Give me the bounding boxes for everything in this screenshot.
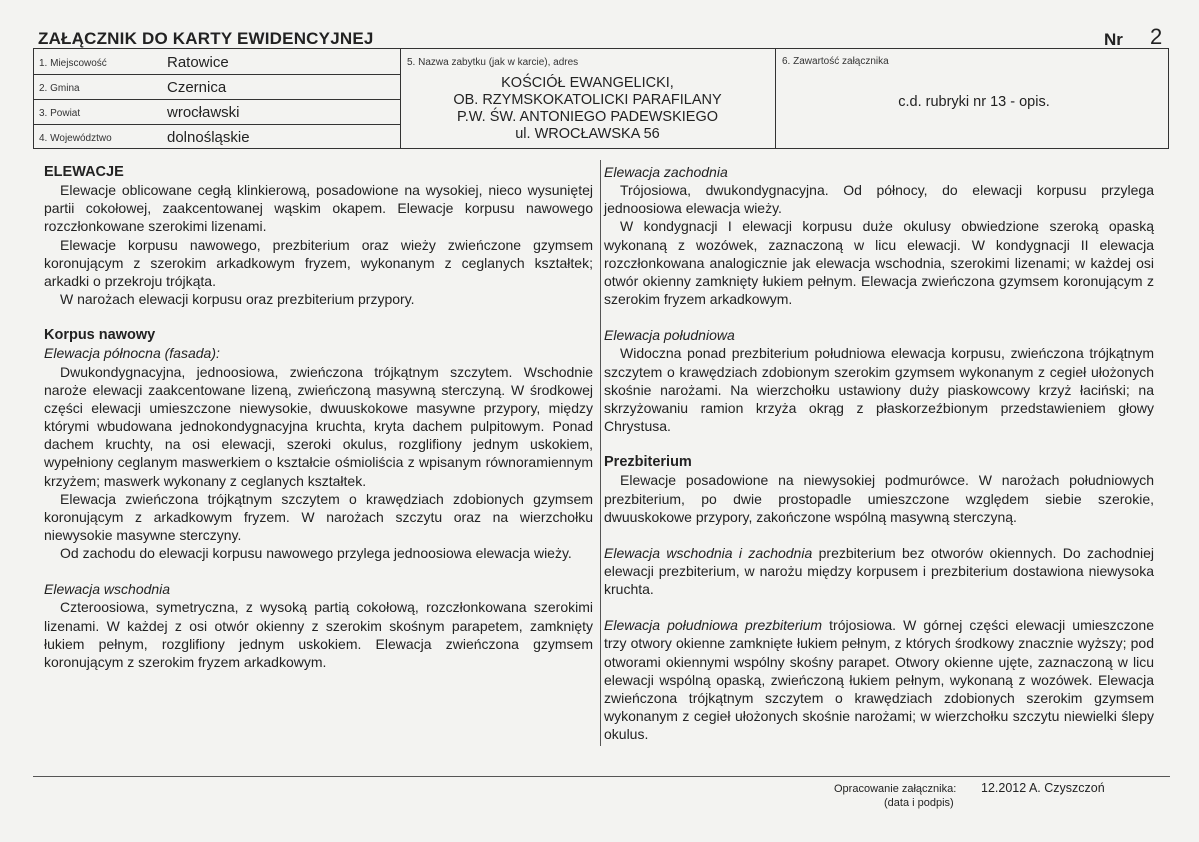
field-value-gmina: Czernica xyxy=(167,79,227,96)
paragraph xyxy=(604,544,1154,598)
paragraph: Czteroosiowa, symetryczna, z wysoką partią cokołową, rozczłonkowana szerokimi lizenami. W każdej z osi otwór okienny z szerokim skośnym parapetem, zamknięty łukiem pełnym, rozglifiony jednym uskokiem. Elewacja zwieńczona gzymsem koronującym z szerokim fryzem arkadkowym. xyxy=(44,599,593,670)
paragraph: Widoczna ponad prezbiterium południowa elewacja korpusu, zwieńczona trójkątnym szczytem o krawędziach zdobionym szerokim gzymsem wykonanym z cegieł ułożonych skośnie narożami. Na wierzchołku ustawiony duży piaskowcowy krzyż łaciński; na skrzyżowaniu ramion krzyża okrąg z płaskorzeźbionym przedstawieniem głowy Chrystusa. xyxy=(604,345,1154,435)
row-divider xyxy=(34,99,400,100)
subsection-title: Elewacja południowa xyxy=(604,327,735,344)
field-value-powiat: wrocławski xyxy=(167,104,240,121)
header-divider xyxy=(775,49,776,148)
paragraph: Trójosiowa, dwukondygnacyjna. Od północy, do elewacji korpusu przylega jednoosiowa elewacja wieży. xyxy=(604,182,1154,217)
paragraph xyxy=(604,616,1154,743)
paragraph: Elewacje posadowione na niewysokiej podmurówce. W narożach południowych prezbiterium, po dwie prostopadle umieszczone względem siebie szerokie, dwuuskokowe przypory, zakończone wspólną masywną sterczyną. xyxy=(604,472,1154,525)
footer-signature: 12.2012 A. Czyszczoń xyxy=(981,781,1105,795)
subsection-title: Elewacja południowa prezbiterium xyxy=(604,617,823,634)
attachment-label: 6. Zawartość załącznika xyxy=(782,56,889,67)
header-divider xyxy=(400,49,401,148)
column-divider xyxy=(600,160,601,746)
monument-label: 5. Nazwa zabytku (jak w karcie), adres xyxy=(407,57,579,68)
paragraph: Elewacje korpusu nawowego, prezbiterium oraz wieży zwieńczone gzymsem koronującym z szerokim arkadkowym fryzem, wykonanym z ceglanych kształtek; arkadki o przekroju trójkąta. xyxy=(44,236,593,289)
field-label-gmina: 2. Gmina xyxy=(39,83,80,94)
monument-line: ul. WROCŁAWSKA 56 xyxy=(515,126,660,142)
paragraph: Od zachodu do elewacji korpusu nawowego przylega jednoosiowa elewacja wieży. xyxy=(60,545,572,562)
footer-sublabel: (data i podpis) xyxy=(884,797,954,809)
footer-label: Opracowanie załącznika: xyxy=(834,783,957,795)
number-value: 2 xyxy=(1150,24,1163,49)
footer-rule xyxy=(33,776,1170,777)
row-divider xyxy=(34,124,400,125)
field-value-wojewodztwo: dolnośląskie xyxy=(167,129,250,146)
field-label-wojewodztwo: 4. Województwo xyxy=(39,133,112,144)
left-column xyxy=(44,163,593,671)
subsection-title: Elewacja zachodnia xyxy=(604,164,728,180)
field-value-miejscowosc: Ratowice xyxy=(167,54,229,71)
subsection-title: Elewacja wschodnia i zachodnia xyxy=(604,544,813,561)
monument-name xyxy=(406,75,769,143)
subsection-title: Elewacja północna (fasada): xyxy=(44,345,220,362)
field-label-powiat: 3. Powiat xyxy=(39,108,81,119)
field-label-miejscowosc: 1. Miejscowość xyxy=(39,58,107,69)
monument-line: P.W. ŚW. ANTONIEGO PADEWSKIEGO xyxy=(456,109,719,125)
number-label: Nr xyxy=(1104,30,1123,49)
paragraph-text: trójosiowa. W górnej części elewacji umieszczone trzy otwory okienne zamknięte łukiem pełnym, z których środkowy znacznie wyższy; pod otworami okiennymi wspólny skośny parapet. Otwory okienne ujęte, zaznaczoną w licu elewacji wspólną opaską, zwieńczoną łukiem pełnym, wykonaną z wozówek. Elewacja zwieńczona trójkątnym szczytem o krawędziach zdobionych szerokim gzymsem wykonanym z cegieł ułożonych skośnie narożami; w wierzchołku szczytu niewielki ślepy okulus. xyxy=(604,617,1154,743)
paragraph: Elewacje oblicowane cegłą klinkierową, posadowione na wysokiej, nieco wysuniętej partii cokołowej, zaakcentowanej wąskim okapem. Elewacje korpusu nawowego rozczłonkowane szerokimi lizenami. xyxy=(44,182,593,235)
paragraph: Dwukondygnacyjna, jednoosiowa, zwieńczona trójkątnym szczytem. Wschodnie naroże elewacji zaakcentowane lizeną, zwieńczoną masywną sterczyną. W środkowej części elewacji umieszczone niewysokie, dwuuskokowe masywne przypory, między którymi wbudowana jednokondygnacyjna kruchta, kryta dachem pulpitowym. Ponad dachem kruchty, na osi elewacji, szeroki okulus, rozglifiony jednym uskokiem, wypełniony ceglanym maswerkiem o kształcie ośmioliścia z wpisanym równoramiennym krzyżem; maswerk wykonany z ceglanych kształtek. xyxy=(44,363,593,489)
paragraph: W narożach elewacji korpusu oraz prezbiterium przypory. xyxy=(60,291,415,308)
monument-line: OB. RZYMSKOKATOLICKI PARAFILANY xyxy=(453,92,722,108)
document-title: ZAŁĄCZNIK DO KARTY EWIDENCYJNEJ xyxy=(38,29,374,48)
section-heading-korpus: Korpus nawowy xyxy=(44,327,156,344)
right-column xyxy=(604,163,1154,743)
row-divider xyxy=(34,74,400,75)
subsection-title: Elewacja wschodnia xyxy=(44,581,171,598)
paragraph-text: prezbiterium bez otworów okiennych. Do zachodniej elewacji prezbiterium, w narożu między korpusem i prezbiterium dostawiona niewysoka kruchta. xyxy=(604,544,1154,598)
section-heading-elewacje: ELEWACJE xyxy=(44,164,124,180)
section-heading-prezbiterium: Prezbiterium xyxy=(604,454,692,471)
header-table xyxy=(33,48,1169,149)
attachment-value: c.d. rubryki nr 13 - opis. xyxy=(898,94,1050,110)
paragraph: W kondygnacji I elewacji korpusu duże okulusy obwiedzione szeroką opaską wykonaną z wozówek, zaznaczoną w licu elewacji. W kondygnacji II elewacja rozczłonkowana analogicznie jak elewacja wschodnia, szerokimi lizenami; w każdej osi otwór okienny zamknięty łukiem pełnym. Elewacja zwieńczona gzymsem koronującym z szerokim fryzem arkadkowym. xyxy=(604,218,1154,308)
paragraph: Elewacja zwieńczona trójkątnym szczytem o krawędziach zdobionych gzymsem koronującym z arkadkowym fryzem. W narożach szczytu oraz na wierzchołku niewysokie masywne sterczyny. xyxy=(44,490,593,543)
monument-line: KOŚCIÓŁ EWANGELICKI, xyxy=(501,75,674,91)
